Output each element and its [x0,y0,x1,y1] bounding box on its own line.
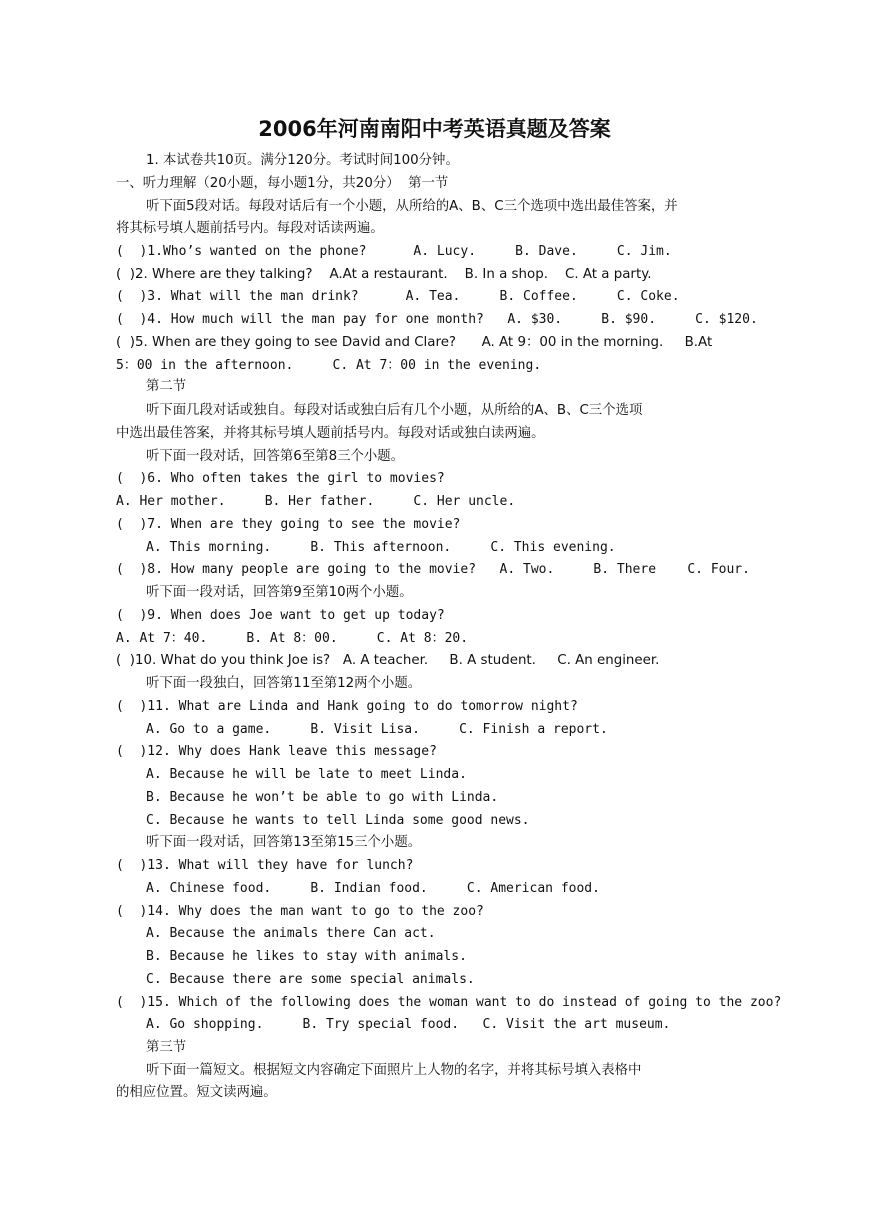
question-1: ( )1.Who’s wanted on the phone? A. Lucy. B. Dave. C. Jim. [116,244,672,259]
page-title: 2006年河南南阳中考英语真题及答案 [258,117,611,141]
question-12-option-b: B. Because he won’t be able to go with Linda. [146,790,499,805]
question-10: ( )10. What do you think Joe is? A. A teacher. B. A student. C. An engineer. [116,653,660,668]
question-3: ( )3. What will the man drink? A. Tea. B. Coffee. C. Coke. [116,289,680,304]
question-15: ( )15. Which of the following does the woman want to do instead of going to the zoo? [116,995,782,1010]
question-6: ( )6. Who often takes the girl to movies? [116,471,445,486]
section-3-instruction-cont: 的相应位置。短文读两遍。 [116,1085,277,1100]
question-4: ( )4. How much will the man pay for one month? A. $30. B. $90. C. $120. [116,312,758,327]
question-14-option-b: B. Because he likes to stay with animals. [146,949,467,964]
question-13-options: A. Chinese food. B. Indian food. C. American food. [146,881,600,896]
section-heading-2: 第二节 [146,379,187,394]
question-5-cont: 5：00 in the afternoon. C. At 7：00 in the evening. [116,358,542,373]
question-8: ( )8. How many people are going to the movie? A. Two. B. There C. Four. [116,562,750,577]
question-6-options: A. Her mother. B. Her father. C. Her uncle. [116,494,516,509]
question-11: ( )11. What are Linda and Hank going to do tomorrow night? [116,699,578,714]
question-12-option-c: C. Because he wants to tell Linda some good news. [146,813,530,828]
exam-instruction: 1. 本试卷共10页。满分120分。考试时间100分钟。 [146,153,459,168]
dialogue-intro-9-10: 听下面一段对话，回答第9至第10两个小题。 [146,585,413,600]
question-7-options: A. This morning. B. This afternoon. C. This evening. [146,540,616,555]
section-heading-3: 第三节 [146,1040,187,1055]
question-9-options: A. At 7：40. B. At 8：00. C. At 8：20. [116,631,469,646]
section-2-instruction-cont: 中选出最佳答案，并将其标号填人题前括号内。每段对话或独白读两遍。 [116,426,545,441]
question-9: ( )9. When does Joe want to get up today? [116,608,445,623]
question-12: ( )12. Why does Hank leave this message? [116,744,437,759]
question-7: ( )7. When are they going to see the movie? [116,517,461,532]
question-13: ( )13. What will they have for lunch? [116,858,414,873]
section-2-instruction: 听下面几段对话或独自。每段对话或独白后有几个小题，从所给的A、B、C三个选项 [146,403,643,418]
dialogue-intro-13-15: 听下面一段对话，回答第13至第15三个小题。 [146,835,422,850]
question-2: ( )2. Where are they talking? A.At a restaurant. B. In a shop. C. At a party. [116,267,652,282]
section-heading-listening: 一、听力理解（20小题，每小题1分，共20分） 第一节 [116,176,449,191]
section-instruction: 听下面5段对话。每段对话后有一个小题，从所给的A、B、C三个选项中选出最佳答案，并 [146,199,678,214]
question-14-option-a: A. Because the animals there Can act. [146,926,436,941]
question-15-options: A. Go shopping. B. Try special food. C. Visit the art museum. [146,1017,671,1032]
section-3-instruction: 听下面一篇短文。根据短文内容确定下面照片上人物的名字，并将其标号填入表格中 [146,1063,642,1078]
question-12-option-a: A. Because he will be late to meet Linda. [146,767,467,782]
question-11-options: A. Go to a game. B. Visit Lisa. C. Finish a report. [146,722,608,737]
dialogue-intro-6-8: 听下面一段对话，回答第6至第8三个小题。 [146,449,405,464]
question-5: ( )5. When are they going to see David and Clare? A. At 9：00 in the morning. B.At [116,335,713,350]
section-instruction-cont: 将其标号填人题前括号内。每段对话读两遍。 [116,221,384,236]
monologue-intro-11-12: 听下面一段独白，回答第11至第12两个小题。 [146,676,422,691]
question-14-option-c: C. Because there are some special animals. [146,972,475,987]
question-14: ( )14. Why does the man want to go to the zoo? [116,904,484,919]
